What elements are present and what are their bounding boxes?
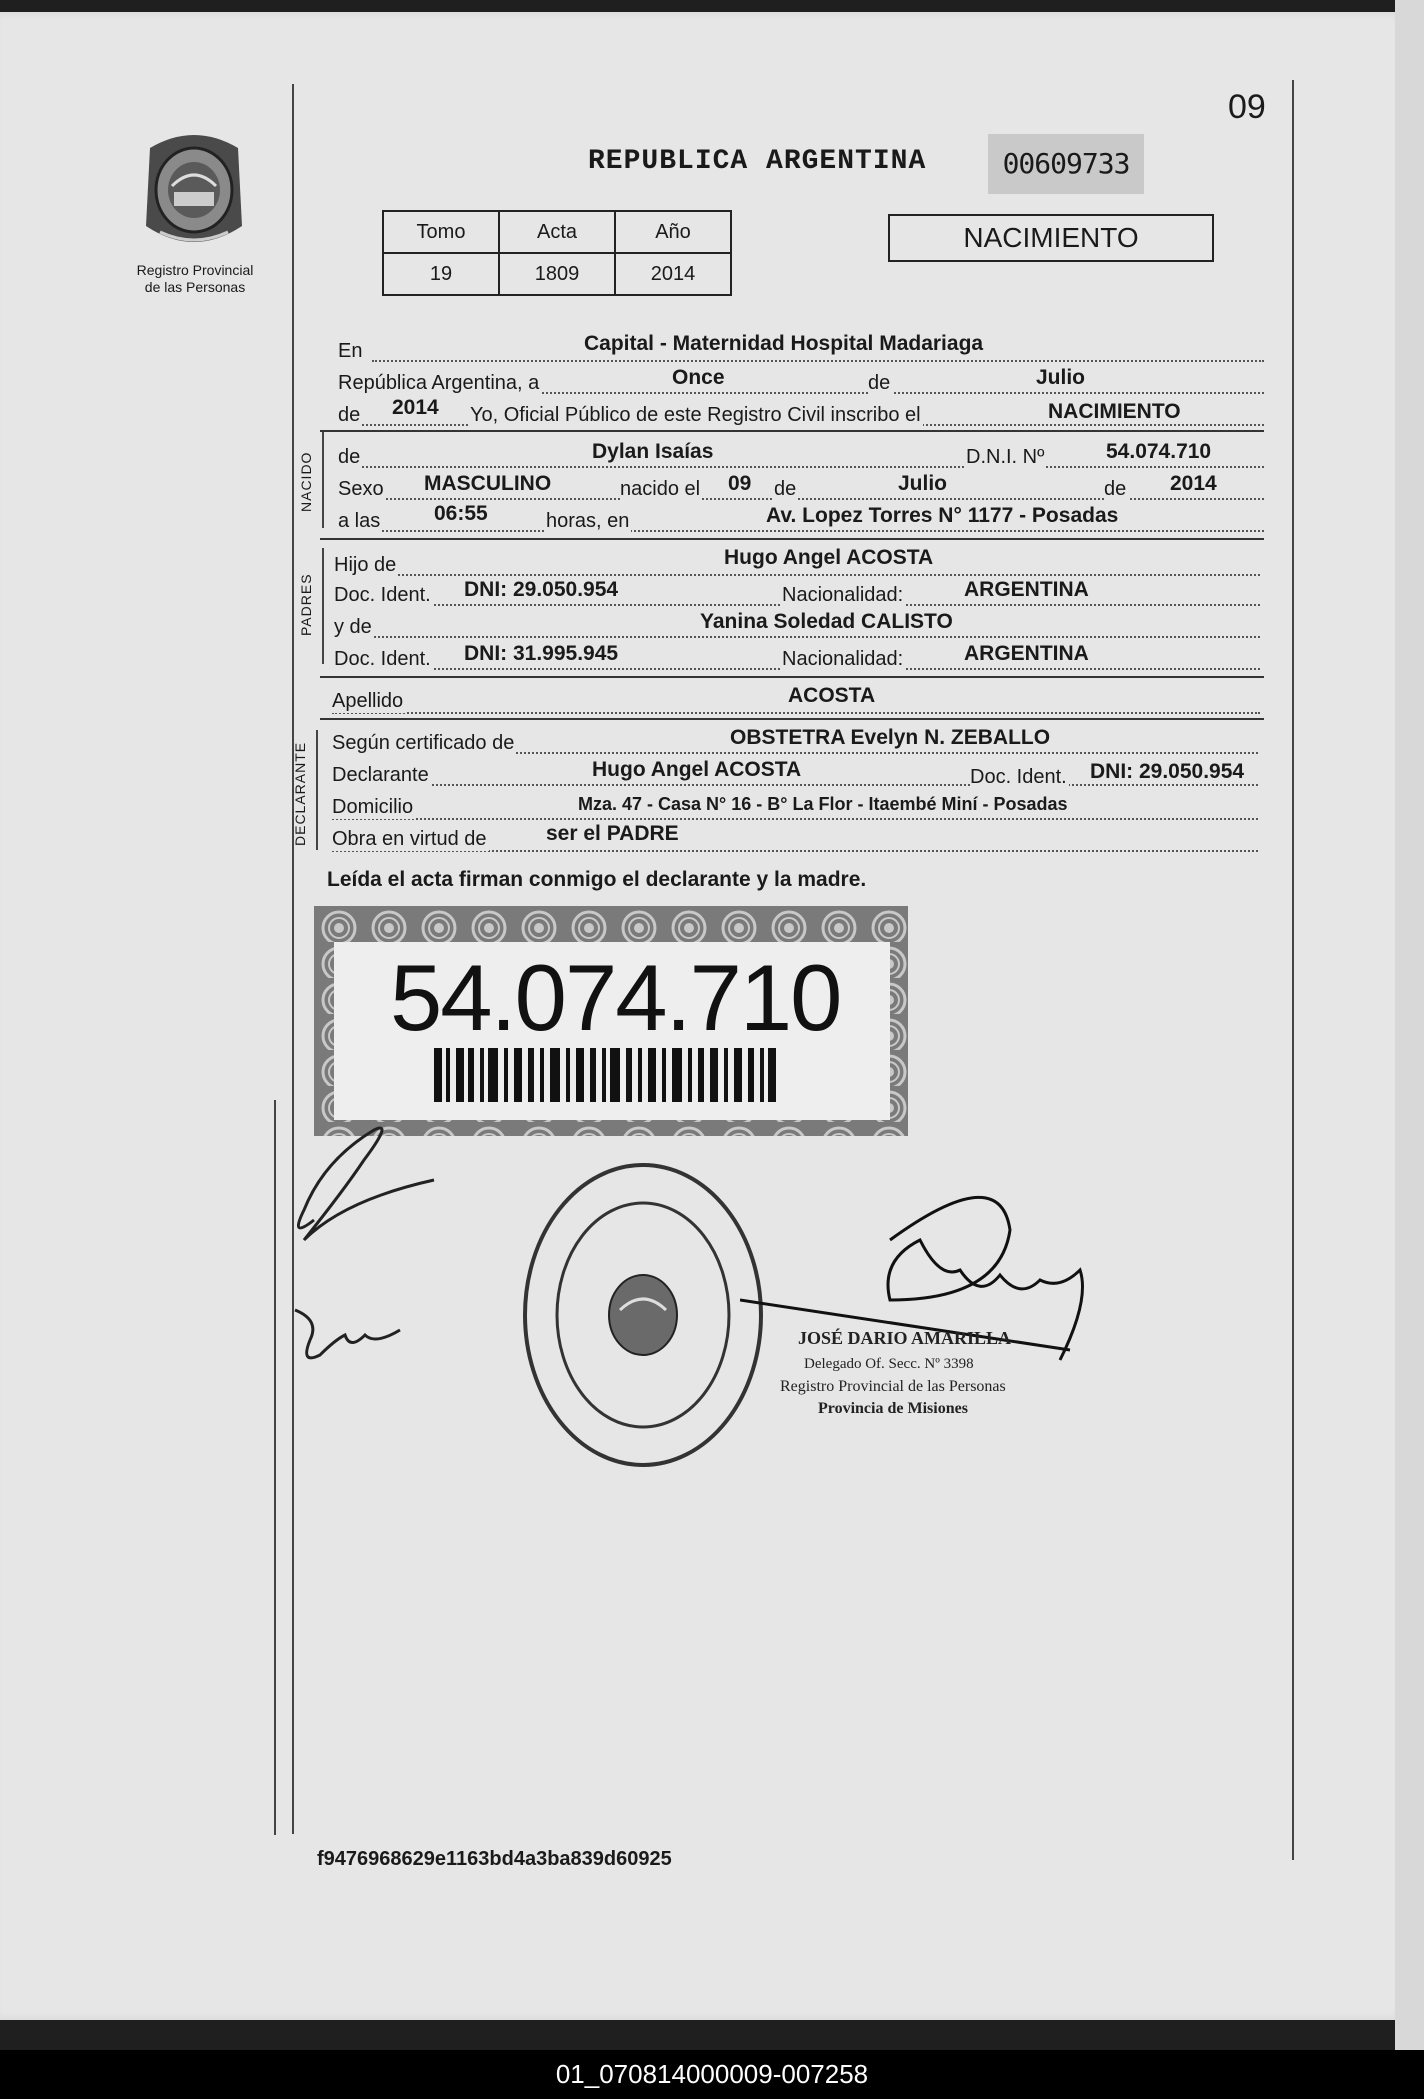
role-value: ser el PADRE bbox=[546, 822, 679, 845]
page-number: 09 bbox=[1228, 88, 1266, 126]
dotted-line bbox=[338, 530, 1264, 532]
record-value-tomo: 19 bbox=[383, 253, 499, 295]
act-type-value: NACIMIENTO bbox=[1048, 400, 1181, 423]
child-name: Dylan Isaías bbox=[592, 440, 714, 463]
father-doc: DNI: 29.050.954 bbox=[464, 578, 619, 601]
section-bracket bbox=[322, 432, 324, 528]
section-bracket bbox=[316, 730, 318, 850]
official-name: JOSÉ DARIO AMARILLA bbox=[798, 1328, 1012, 1348]
record-header-ano: Año bbox=[615, 211, 731, 253]
dotted-line bbox=[338, 466, 1264, 468]
declarante-name: Hugo Angel ACOSTA bbox=[592, 758, 802, 781]
page-edge bbox=[1395, 0, 1424, 2050]
footer-id: 01_070814000009-007258 bbox=[0, 2050, 1424, 2099]
dotted-line bbox=[332, 784, 1258, 786]
serial-number: 00609733 bbox=[988, 134, 1144, 194]
mother-name: Yanina Soledad CALISTO bbox=[700, 610, 953, 633]
child-dni: 54.074.710 bbox=[1106, 440, 1212, 463]
nacido-el-label: nacido el bbox=[620, 478, 701, 500]
father-nationality-label: Nacionalidad: bbox=[782, 584, 904, 606]
registry-label-line1: Registro Provincial bbox=[136, 262, 254, 278]
section-divider bbox=[320, 718, 1264, 720]
dotted-line bbox=[332, 712, 1260, 714]
mother-doc-label: Doc. Ident. bbox=[334, 648, 431, 670]
section-divider bbox=[320, 538, 1264, 540]
domicilio-label: Domicilio bbox=[332, 796, 414, 818]
closing-statement: Leída el acta firman conmigo el declarante y la madre. bbox=[327, 868, 867, 891]
birth-time: 06:55 bbox=[434, 502, 488, 525]
nacido-section-label: NACIDO bbox=[298, 451, 314, 512]
segun-label: Según certificado de bbox=[332, 732, 515, 754]
en-label: En bbox=[338, 340, 363, 362]
mother-nationality: ARGENTINA bbox=[964, 642, 1089, 665]
horas-label: horas, en bbox=[546, 510, 630, 532]
country-heading: REPUBLICA ARGENTINA bbox=[588, 146, 927, 177]
record-value-acta: 1809 bbox=[499, 253, 615, 295]
year-value: 2014 bbox=[392, 396, 439, 419]
dotted-line bbox=[334, 636, 1260, 638]
mother-nationality-label: Nacionalidad: bbox=[782, 648, 904, 670]
record-value-ano: 2014 bbox=[615, 253, 731, 295]
dni-sticker-number: 54.074.710 bbox=[390, 945, 841, 1050]
de-label-year: de bbox=[338, 404, 361, 426]
day-word: Once bbox=[672, 366, 725, 389]
birth-de-label: de bbox=[774, 478, 797, 500]
provincial-seal-icon bbox=[138, 128, 250, 254]
certificate-value: OBSTETRA Evelyn N. ZEBALLO bbox=[730, 726, 1051, 749]
alas-label: a las bbox=[338, 510, 381, 532]
birth-year: 2014 bbox=[1170, 472, 1217, 495]
declarante-doc: DNI: 29.050.954 bbox=[1090, 760, 1245, 783]
birth-place: Av. Lopez Torres N° 1177 - Posadas bbox=[766, 504, 1119, 527]
apellido-label: Apellido bbox=[332, 690, 404, 712]
father-name: Hugo Angel ACOSTA bbox=[724, 546, 934, 569]
section-divider bbox=[320, 430, 1264, 432]
section-bracket bbox=[322, 548, 324, 664]
document-hash: f9476968629e1163bd4a3ba839d60925 bbox=[317, 1848, 672, 1870]
official-seal-stamp bbox=[520, 1160, 766, 1470]
month-value: Julio bbox=[1036, 366, 1086, 389]
mother-signature-icon bbox=[290, 1300, 410, 1370]
official-registry: Registro Provincial de las Personas bbox=[780, 1378, 1006, 1395]
republica-label: República Argentina, a bbox=[338, 372, 540, 394]
right-margin-line bbox=[1292, 80, 1294, 1860]
obra-label: Obra en virtud de bbox=[332, 828, 487, 850]
registry-label bbox=[120, 262, 270, 296]
record-table bbox=[382, 210, 732, 296]
declarante-doc-label: Doc. Ident. bbox=[970, 766, 1067, 788]
father-doc-label: Doc. Ident. bbox=[334, 584, 431, 606]
nacido-de-label: de bbox=[338, 446, 361, 468]
sexo-label: Sexo bbox=[338, 478, 384, 500]
oficial-text: Yo, Oficial Público de este Registro Civil inscribo el bbox=[470, 404, 921, 426]
birth-de-label2: de bbox=[1104, 478, 1127, 500]
de-label: de bbox=[868, 372, 891, 394]
birth-month: Julio bbox=[898, 472, 948, 495]
act-type-box: NACIMIENTO bbox=[888, 214, 1214, 262]
dotted-line bbox=[334, 574, 1260, 576]
section-divider bbox=[320, 676, 1264, 678]
registry-label-line2: de las Personas bbox=[144, 279, 246, 295]
dotted-line bbox=[332, 818, 1258, 820]
mother-doc: DNI: 31.995.945 bbox=[464, 642, 619, 665]
y-de-label: y de bbox=[334, 616, 372, 638]
place-value: Capital - Maternidad Hospital Madariaga bbox=[584, 332, 984, 355]
dni-label: D.N.I. Nº bbox=[966, 446, 1045, 468]
record-header-acta: Acta bbox=[499, 211, 615, 253]
official-title: Delegado Of. Secc. Nº 3398 bbox=[804, 1356, 974, 1372]
padres-section-label: PADRES bbox=[298, 573, 314, 636]
declarante-section-label: DECLARANTE bbox=[292, 741, 308, 846]
record-header-tomo: Tomo bbox=[383, 211, 499, 253]
left-margin-line-lower bbox=[274, 1100, 276, 1835]
left-margin-line bbox=[292, 84, 294, 1834]
apellido-value: ACOSTA bbox=[788, 684, 876, 707]
sex-value: MASCULINO bbox=[424, 472, 552, 495]
birth-day: 09 bbox=[728, 472, 752, 495]
father-nationality: ARGENTINA bbox=[964, 578, 1089, 601]
official-province: Provincia de Misiones bbox=[818, 1400, 968, 1417]
official-signature-icon bbox=[740, 1180, 1140, 1380]
dotted-line bbox=[372, 360, 1264, 362]
address-value: Mza. 47 - Casa N° 16 - B° La Flor - Itaembé Miní - Posadas bbox=[578, 794, 1068, 814]
declarante-label: Declarante bbox=[332, 764, 429, 786]
hijo-de-label: Hijo de bbox=[334, 554, 397, 576]
declarant-signature-icon bbox=[284, 1120, 444, 1250]
